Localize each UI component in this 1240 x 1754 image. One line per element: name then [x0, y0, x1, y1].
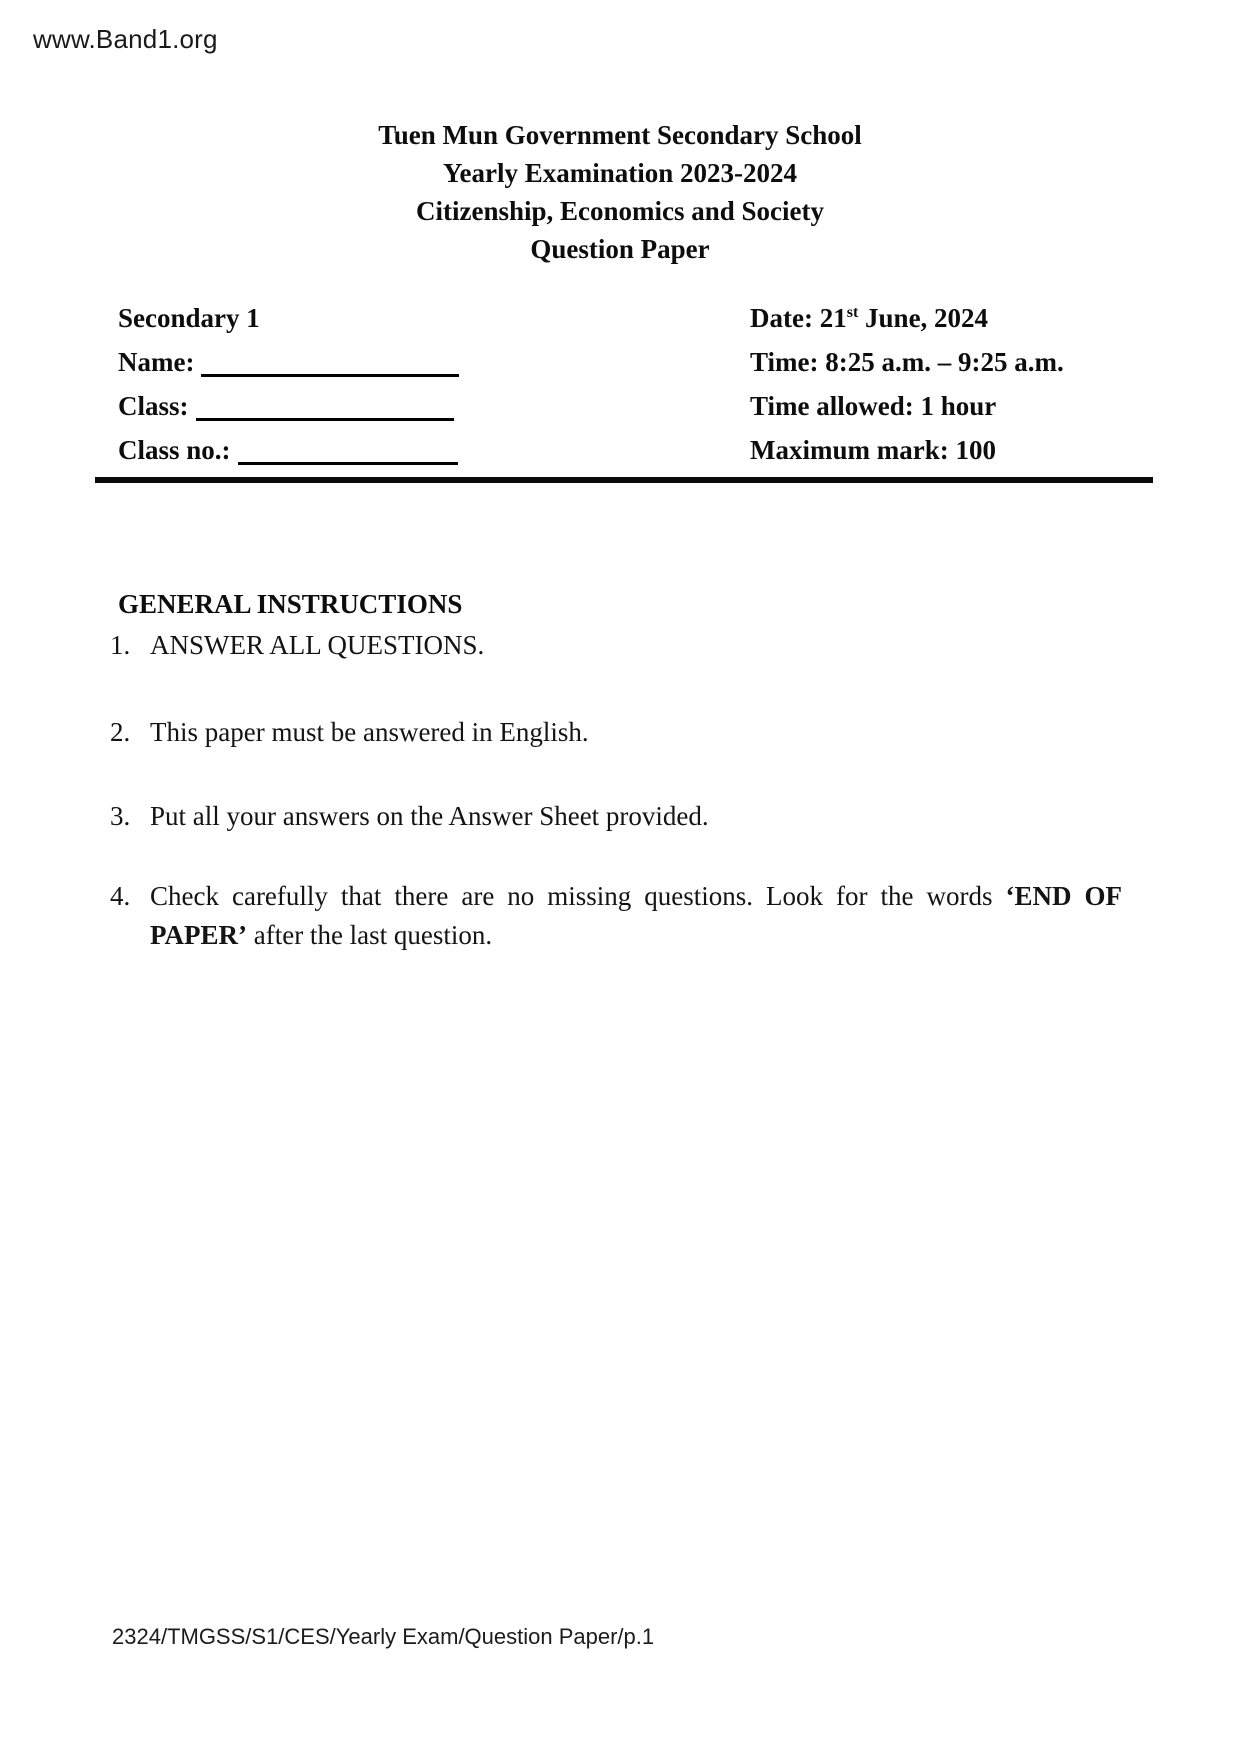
watermark-url: www.Band1.org	[33, 24, 218, 54]
time-row: Time: 8:25 a.m. – 9:25 a.m.	[750, 347, 1064, 377]
class-label: Class:	[118, 391, 189, 421]
name-blank-line	[201, 350, 459, 377]
instruction-item-2	[110, 713, 1122, 752]
class-no-label: Class no.:	[118, 435, 231, 465]
level-text: Secondary 1	[118, 303, 260, 333]
item-3-text: Put all your answers on the Answer Sheet provided.	[150, 801, 709, 831]
school-name: Tuen Mun Government Secondary School	[378, 120, 862, 150]
item-1-number: 1.	[110, 630, 131, 660]
time-allowed-row: Time allowed: 1 hour	[750, 391, 997, 421]
item-4-number: 4.	[110, 881, 131, 911]
class-no-row	[118, 428, 459, 472]
date-suffix: June, 2024	[858, 303, 989, 333]
item-1-text: ANSWER ALL QUESTIONS.	[150, 630, 485, 660]
instructions-heading: GENERAL INSTRUCTIONS	[118, 589, 463, 619]
info-right-column	[750, 296, 1064, 472]
max-mark-row: Maximum mark: 100	[750, 435, 996, 465]
item-2-number: 2.	[110, 717, 131, 747]
date-row	[750, 296, 1064, 340]
exam-title: Yearly Examination 2023-2024	[443, 158, 797, 188]
info-left-column	[118, 296, 459, 472]
item-2-text: This paper must be answered in English.	[150, 717, 589, 747]
level-label	[118, 296, 459, 340]
instruction-item-4	[110, 877, 1122, 955]
header-divider-rule	[95, 477, 1153, 483]
title-block	[0, 116, 1240, 268]
date-ordinal: st	[846, 304, 859, 321]
item-4-text-bold: ‘END OF PAPER’	[150, 881, 1122, 950]
date-prefix: Date: 21	[750, 303, 847, 333]
class-blank-line	[196, 394, 454, 421]
name-label: Name:	[118, 347, 195, 377]
footer-reference: 2324/TMGSS/S1/CES/Yearly Exam/Question Paper/p.1	[112, 1624, 655, 1649]
item-4-text-post: after the last question.	[246, 920, 493, 950]
class-row	[118, 384, 459, 428]
paper-type: Question Paper	[530, 234, 710, 264]
instruction-item-1	[110, 626, 1122, 665]
name-row	[118, 340, 459, 384]
item-3-number: 3.	[110, 801, 131, 831]
item-4-text-pre: Check carefully that there are no missing questions. Look for the words	[150, 881, 1006, 911]
class-no-blank-line	[238, 438, 458, 465]
item-4-text	[150, 877, 1122, 955]
subject-title: Citizenship, Economics and Society	[415, 196, 825, 226]
instruction-item-3	[110, 797, 1122, 836]
